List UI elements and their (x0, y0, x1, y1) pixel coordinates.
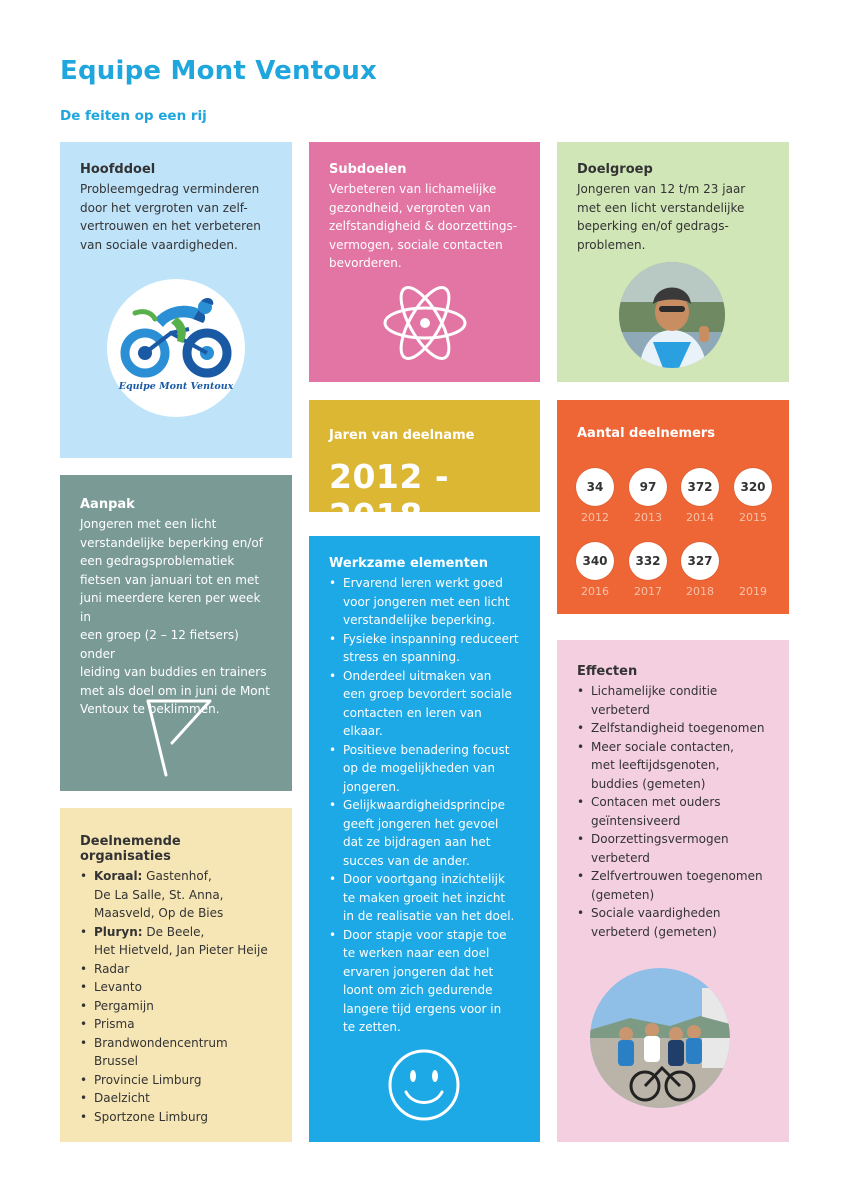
count-item (731, 468, 775, 524)
line: Levanto (94, 980, 142, 994)
list-item (80, 867, 274, 923)
count-item (573, 468, 617, 524)
doelgroep-line: Jongeren van 12 t/m 23 jaar (577, 182, 746, 196)
hoofddoel-text (80, 180, 274, 254)
count-year: 2018 (686, 585, 714, 598)
line: Door voortgang inzichtelijk (343, 872, 505, 886)
count-year: 2017 (634, 585, 662, 598)
jaren-card (309, 400, 540, 535)
doelgroep-text (577, 180, 771, 254)
line: Brandwondencentrum (94, 1035, 228, 1050)
line: (gemeten) (591, 887, 655, 902)
org-lead: Pluryn: (94, 924, 143, 939)
list-item (80, 960, 274, 979)
line: Contacen met ouders (591, 795, 721, 809)
list-item (329, 667, 522, 741)
subdoelen-line: Verbeteren van lichamelijke (329, 182, 497, 196)
line: Lichamelijke conditie (591, 684, 718, 698)
list-item (80, 923, 274, 960)
jaren-heading: Jaren van deelname (329, 428, 475, 443)
line: Radar (94, 961, 130, 976)
count-item (626, 468, 670, 524)
list-item (577, 867, 771, 904)
list-item (329, 870, 522, 926)
line: jongeren. (343, 779, 400, 794)
org-lead: Koraal: (94, 869, 143, 883)
hoofddoel-card (60, 142, 292, 458)
organisaties-card (60, 808, 292, 1142)
count-year: 2019 (739, 585, 767, 598)
count-bubble: 372 (681, 468, 719, 506)
list-item (577, 904, 771, 941)
list-item (577, 830, 771, 867)
aanpak-card (60, 475, 292, 791)
hoofddoel-line: van sociale vaardigheden. (80, 237, 238, 252)
line: Ervarend leren werkt goed (343, 576, 503, 590)
line: loont om zich gedurende (343, 983, 493, 997)
line: Fysieke inspanning reduceert (343, 631, 519, 646)
aanpak-heading: Aanpak (80, 497, 135, 512)
line: verbeterd (591, 702, 650, 717)
jaren-value: 2012 - 2018 (329, 457, 450, 535)
subdoelen-line: bevorderen. (329, 256, 402, 270)
line: een groep bevordert sociale (343, 687, 512, 701)
effecten-list (577, 682, 771, 941)
line: verbeterd (gemeten) (591, 924, 717, 939)
equipe-logo (107, 279, 245, 417)
line: De La Salle, St. Anna, (94, 887, 224, 902)
aanpak-line: een gedragsproblematiek (80, 554, 235, 568)
cyclists-group-photo (590, 968, 730, 1108)
line: op de mogelijkheden van (343, 761, 496, 775)
line: contacten en leren van (343, 705, 482, 720)
aantal-heading: Aantal deelnemers (577, 426, 716, 441)
aanpak-line: Jongeren met een licht (80, 517, 217, 531)
count-bubble: 340 (576, 542, 614, 580)
hoofddoel-line: vertrouwen en het verbeteren (80, 219, 261, 233)
line: De Beele, (142, 924, 205, 939)
line: te zetten. (343, 1020, 401, 1034)
list-item (80, 997, 274, 1016)
count-item (731, 542, 775, 598)
subdoelen-line: gezondheid, vergroten van (329, 200, 491, 215)
line: Provincie Limburg (94, 1072, 202, 1087)
list-item (80, 1034, 274, 1071)
aanpak-line: juni meerdere keren per week in (80, 591, 261, 624)
count-year: 2013 (634, 511, 662, 524)
line: verbeterd (591, 850, 650, 865)
logo-text: Equipe Mont Ventoux (118, 381, 234, 392)
list-item (329, 630, 522, 667)
list-item (577, 738, 771, 794)
list-item (80, 1089, 274, 1108)
count-year: 2012 (581, 511, 609, 524)
line: Gelijkwaardigheidsprincipe (343, 798, 506, 812)
line: Gastenhof, (142, 869, 212, 883)
line: in de realisatie van het doel. (343, 909, 515, 923)
subdoelen-line: vermogen, sociale contacten (329, 237, 503, 252)
line: Sportzone Limburg (94, 1109, 208, 1124)
aanpak-line: Ventoux te beklimmen. (80, 702, 220, 716)
line: geïntensiveerd (591, 813, 681, 828)
line: elkaar. (343, 724, 383, 738)
hoofddoel-heading: Hoofddoel (80, 162, 156, 177)
line: buddies (gemeten) (591, 776, 706, 791)
line: Onderdeel uitmaken van (343, 668, 492, 683)
werkzame-list (329, 574, 522, 1037)
line: succes van de ander. (343, 853, 470, 868)
subdoelen-line: zelfstandigheid & doorzettings- (329, 219, 518, 233)
subdoelen-heading: Subdoelen (329, 162, 407, 177)
line: Het Hietveld, Jan Pieter Heije (94, 943, 268, 957)
line: Sociale vaardigheden (591, 906, 721, 920)
page-subtitle: De feiten op een rij (60, 108, 207, 124)
line: Prisma (94, 1017, 135, 1031)
list-item (329, 574, 522, 630)
list-item (80, 1108, 274, 1127)
aanpak-line: fietsen van januari tot en met (80, 572, 260, 587)
page-title: Equipe Mont Ventoux (60, 56, 378, 86)
count-year: 2016 (581, 585, 609, 598)
organisaties-list (80, 867, 274, 1126)
line: Zelfstandigheid toegenomen (591, 721, 765, 735)
list-item (329, 741, 522, 797)
cyclist-logo-icon (107, 279, 245, 417)
line: Brussel (94, 1054, 138, 1068)
count-bubble: 34 (576, 468, 614, 506)
aanpak-text (80, 515, 274, 719)
doelgroep-line: met een licht verstandelijke (577, 200, 745, 215)
aanpak-line: leiding van buddies en trainers (80, 665, 267, 679)
count-bubble: 327 (681, 542, 719, 580)
line: Doorzettingsvermogen (591, 832, 729, 846)
aantal-card (557, 400, 789, 614)
hoofddoel-line: door het vergroten van zelf- (80, 200, 248, 215)
smiley-icon (387, 1048, 461, 1122)
young-cyclist-photo (619, 262, 725, 368)
list-item (577, 793, 771, 830)
organisaties-heading: Deelnemende organisaties (80, 834, 181, 864)
flag-icon (144, 697, 214, 779)
atom-icon (381, 279, 469, 367)
line: Maasveld, Op de Bies (94, 906, 224, 920)
list-item (80, 1015, 274, 1034)
list-item (329, 926, 522, 1037)
line: voor jongeren met een licht (343, 594, 510, 609)
count-bubble: 332 (629, 542, 667, 580)
aanpak-line: verstandelijke beperking en/of (80, 535, 263, 550)
subdoelen-card (309, 142, 540, 382)
line: Pergamijn (94, 998, 154, 1013)
count-item (626, 542, 670, 598)
line: dat ze bijdragen aan het (343, 835, 491, 849)
line: Door stapje voor stapje toe (343, 927, 507, 942)
subdoelen-text (329, 180, 522, 273)
count-empty (731, 542, 775, 580)
list-item (577, 682, 771, 719)
count-item (678, 468, 722, 524)
effecten-heading: Effecten (577, 664, 638, 679)
doelgroep-heading: Doelgroep (577, 162, 653, 177)
participant-counts (573, 468, 783, 608)
line: Meer sociale contacten, (591, 739, 734, 754)
line: langere tijd ergens voor in (343, 1001, 502, 1016)
list-item (80, 978, 274, 997)
line: geeft jongeren het gevoel (343, 816, 499, 831)
line: met leeftijdsgenoten, (591, 758, 720, 772)
werkzame-card (309, 536, 540, 1142)
list-item (577, 719, 771, 738)
line: te maken groeit het inzicht (343, 890, 506, 905)
line: ervaren jongeren dat het (343, 964, 494, 979)
count-year: 2015 (739, 511, 767, 524)
werkzame-heading: Werkzame elementen (329, 556, 488, 571)
line: verstandelijke beperking. (343, 613, 496, 627)
aanpak-line: een groep (2 – 12 fietsers) onder (80, 628, 239, 661)
line: stress en spanning. (343, 650, 460, 664)
count-item (573, 542, 617, 598)
line: Zelfvertrouwen toegenomen (591, 869, 763, 883)
line: Daelzicht (94, 1091, 150, 1105)
line: te werken naar een doel (343, 946, 490, 960)
doelgroep-card (557, 142, 789, 382)
count-bubble: 320 (734, 468, 772, 506)
aanpak-line: met als doel om in juni de Mont (80, 683, 270, 698)
doelgroep-line: problemen. (577, 237, 646, 252)
count-item (678, 542, 722, 598)
count-year: 2014 (686, 511, 714, 524)
line: Positieve benadering focust (343, 742, 510, 757)
count-bubble: 97 (629, 468, 667, 506)
list-item (329, 796, 522, 870)
hoofddoel-line: Probleemgedrag verminderen (80, 182, 260, 196)
list-item (80, 1071, 274, 1090)
doelgroep-line: beperking en/of gedrags- (577, 219, 729, 233)
effecten-card (557, 640, 789, 1142)
